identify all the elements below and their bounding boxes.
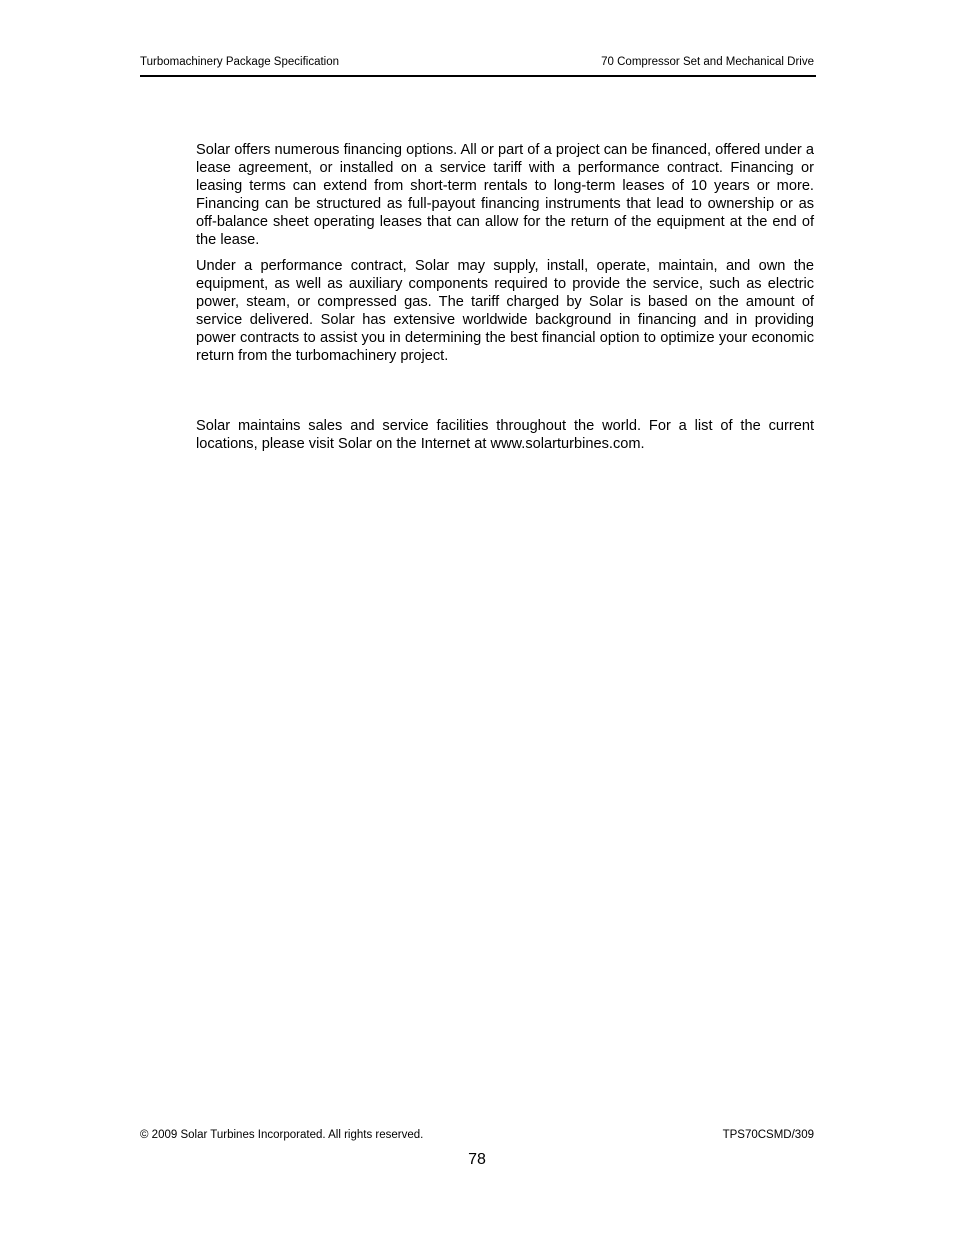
footer-document-id: TPS70CSMD/309: [722, 1129, 814, 1141]
page-header: [140, 55, 816, 77]
locations-paragraph: Solar maintains sales and service facilities throughout the world. For a list of the current locations, please visit Solar on the Internet at www.solarturbines.com.: [196, 418, 814, 452]
financing-paragraph: Solar offers numerous financing options. All or part of a project can be financed, offered under a lease agreement, or installed on a service tariff with a performance contract. Financing or leasing terms can extend from short-term rentals to long-term leases of 10 years or more. Financing can be structured as full-payout financing instruments that lead to ownership or as off-balance sheet operating leases that can allow for the return of the equipment at the end of the lease.: [196, 142, 814, 248]
page-number: 78: [468, 1151, 486, 1168]
footer-copyright: © 2009 Solar Turbines Incorporated. All rights reserved.: [140, 1129, 424, 1141]
header-document-title: Turbomachinery Package Specification: [140, 56, 340, 68]
performance-contract-paragraph: Under a performance contract, Solar may supply, install, operate, maintain, and own the equipment, as well as auxiliary components required to provide the service, such as electric power, steam, or compressed gas. The tariff charged by Solar is based on the amount of service delivered. Solar has extensive worldwide background in financing and in providing power contracts to assist you in determining the best financial option to optimize your economic return from the turbomachinery project.: [196, 258, 814, 364]
header-section-title: 70 Compressor Set and Mechanical Drive: [601, 56, 814, 68]
